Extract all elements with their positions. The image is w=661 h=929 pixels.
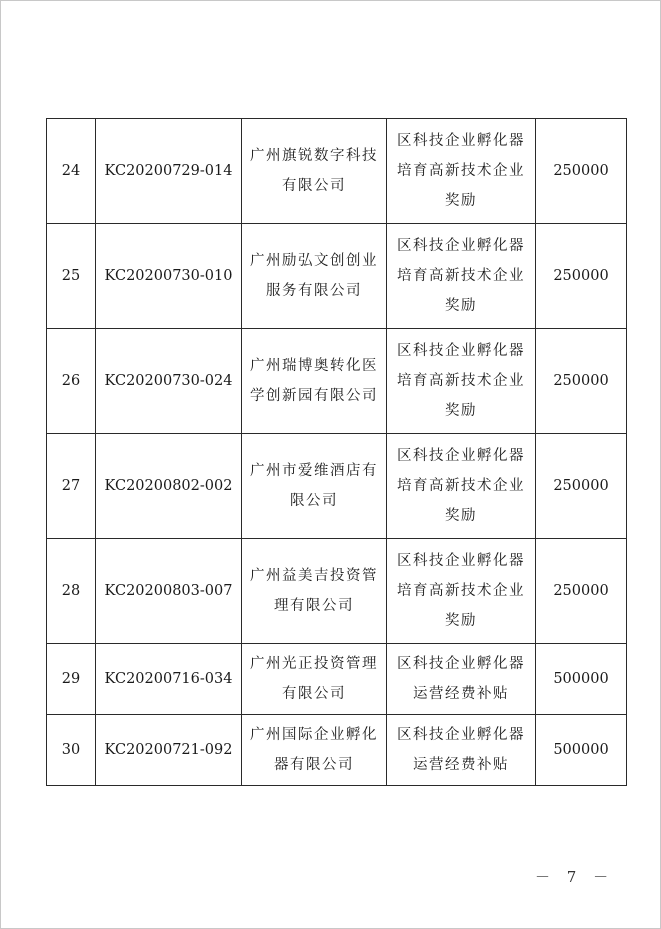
application-code-cell [96,119,242,224]
subsidy-type-cell [387,119,536,224]
row-number: 28 [61,583,81,599]
company-name-cell [242,329,387,434]
amount: 250000 [553,163,609,179]
row-number-cell [47,329,96,434]
table-row [47,119,627,224]
table-row [47,715,627,786]
company-name: 广州励弘文创创业 服务有限公司 [250,253,378,299]
amount-cell [536,644,627,715]
row-number-cell [47,119,96,224]
company-name-cell [242,715,387,786]
row-number: 26 [61,373,81,389]
amount-cell [536,119,627,224]
application-code-cell [96,539,242,644]
company-name: 广州光正投资管理 有限公司 [250,656,378,702]
row-number-cell [47,224,96,329]
row-number: 27 [61,478,81,494]
subsidy-type: 区科技企业孵化器 培育高新技术企业 奖励 [397,343,525,419]
company-name-cell [242,434,387,539]
company-name-cell [242,644,387,715]
application-code: KC20200716-034 [104,671,233,687]
application-code: KC20200802-002 [104,478,233,494]
page-number: － 7 － [535,868,615,886]
amount: 250000 [553,268,609,284]
subsidy-type: 区科技企业孵化器 培育高新技术企业 奖励 [397,238,525,314]
amount: 500000 [553,742,609,758]
row-number: 25 [61,268,81,284]
amount-cell [536,434,627,539]
application-code-cell [96,644,242,715]
row-number: 29 [61,671,81,687]
application-code-cell [96,434,242,539]
row-number-cell [47,715,96,786]
amount-cell [536,224,627,329]
application-code-cell [96,715,242,786]
table-row [47,539,627,644]
row-number: 30 [61,742,81,758]
subsidy-type: 区科技企业孵化器 运营经费补贴 [397,656,525,702]
application-code: KC20200730-010 [104,268,233,284]
amount: 250000 [553,478,609,494]
application-code: KC20200729-014 [104,163,233,179]
company-name: 广州国际企业孵化 器有限公司 [250,727,378,773]
application-code: KC20200730-024 [104,373,233,389]
subsidy-type-cell [387,434,536,539]
company-name-cell [242,224,387,329]
table-row [47,329,627,434]
amount: 250000 [553,583,609,599]
company-name: 广州旗锐数字科技 有限公司 [250,148,378,194]
row-number-cell [47,644,96,715]
subsidy-type-cell [387,715,536,786]
row-number-cell [47,539,96,644]
row-number: 24 [61,163,81,179]
application-code-cell [96,224,242,329]
subsidy-type-cell [387,224,536,329]
company-name: 广州瑞博奥转化医 学创新园有限公司 [250,358,378,404]
company-name-cell [242,119,387,224]
subsidy-type-cell [387,539,536,644]
table-row [47,644,627,715]
amount: 250000 [553,373,609,389]
subsidy-type-cell [387,644,536,715]
application-code: KC20200721-092 [104,742,233,758]
application-code: KC20200803-007 [104,583,233,599]
company-name: 广州市爱维酒店有 限公司 [250,463,378,509]
company-name-cell [242,539,387,644]
subsidy-type: 区科技企业孵化器 培育高新技术企业 奖励 [397,448,525,524]
row-number-cell [47,434,96,539]
company-name: 广州益美吉投资管 理有限公司 [250,568,378,614]
subsidy-type-cell [387,329,536,434]
amount-cell [536,539,627,644]
amount: 500000 [553,671,609,687]
amount-cell [536,715,627,786]
award-list-table [46,118,627,786]
table-row [47,434,627,539]
subsidy-type: 区科技企业孵化器 培育高新技术企业 奖励 [397,133,525,209]
application-code-cell [96,329,242,434]
amount-cell [536,329,627,434]
table-row [47,224,627,329]
subsidy-type: 区科技企业孵化器 运营经费补贴 [397,727,525,773]
subsidy-type: 区科技企业孵化器 培育高新技术企业 奖励 [397,553,525,629]
